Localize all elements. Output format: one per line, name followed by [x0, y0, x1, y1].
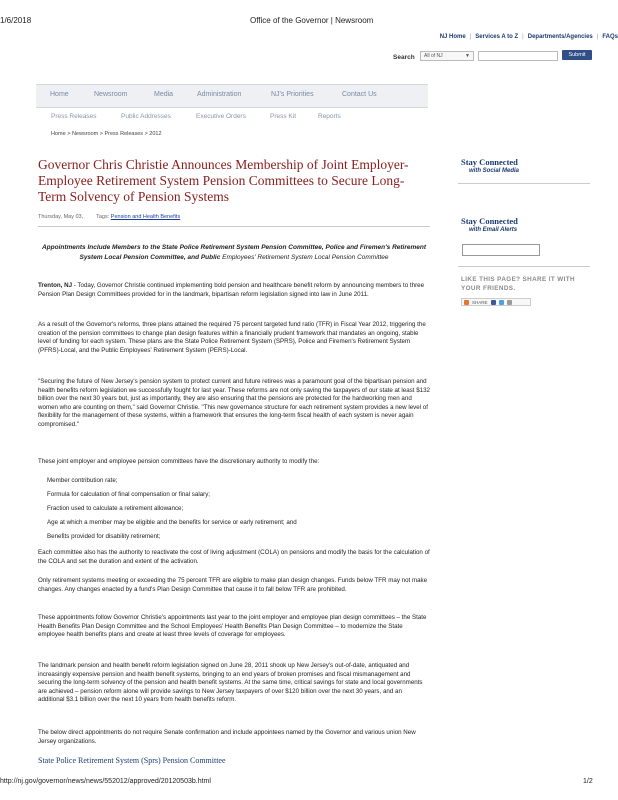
page-number: 1/2: [583, 778, 593, 785]
main-nav-home[interactable]: Home: [50, 91, 69, 98]
article-date: Thursday, May 03,: [38, 214, 84, 220]
sub-nav-press-releases[interactable]: Press Releases: [51, 113, 97, 120]
print-date: 1/6/2018: [0, 16, 32, 25]
paragraph-7: These appointments follow Governor Christie's appointments last year to the joint employer and employee plan design committees – the State Health Benefits Plan Design Committee and the School Employees' Health Benefits Plan Design Committee – to modernize the State employee health benefits plans and create at least three levels of coverage for employees.: [38, 614, 427, 639]
search-input[interactable]: [478, 51, 558, 61]
share-prompt: LIKE THIS PAGE? SHARE IT WITH YOUR FRIENDS.: [461, 276, 575, 292]
facebook-icon: [491, 300, 496, 305]
email-icon: [507, 300, 512, 305]
list-item: Member contribution rate;: [47, 477, 118, 484]
footer-url[interactable]: http://nj.gov/governor/news/news/552012/approved/20120503b.html: [0, 778, 211, 785]
main-nav-media[interactable]: Media: [154, 91, 174, 98]
search-submit-button[interactable]: Submit: [562, 50, 592, 60]
list-item: Age at which a member may be eligible and the benefits for service or early retirement; and: [47, 519, 297, 526]
breadcrumb[interactable]: Home > Newsroom > Press Releases > 2012: [51, 131, 162, 137]
paragraph-1: [38, 282, 430, 299]
paragraph-5: Each committee also has the authority to reactivate the cost of living adjustment (COLA) on pensions and modify the basis for the calculation of the COLA and set the duration and extent of the activation.: [38, 549, 430, 565]
article-meta: [38, 214, 180, 220]
divider: [38, 226, 430, 227]
article-subhead: [38, 243, 430, 263]
paragraph-3: "Securing the future of New Jersey's pension system to protect current and future retirees was a paramount goal of the bipartisan pension and health benefits reform legislation we successfully fought for last year. These reforms are not only saving the taxpayers of our state at least $132 billion over the next 30 years but, just as importantly, they are also ensuring that the pensions are protected for the hardworking men and women who are counting on them," said Governor Christie. "This new governance structure for each retirement system provides a new level of flexibility for the management of these systems, within a framework that ensures the long-term fiscal health of each system is never again compromised.": [38, 378, 430, 428]
tags-label: Tags:: [96, 214, 110, 220]
share-button[interactable]: [461, 298, 531, 306]
sub-nav-executive-orders[interactable]: Executive Orders: [196, 113, 246, 120]
sidebar-divider: [458, 183, 590, 184]
social-heading: Stay Connected: [461, 157, 518, 167]
search-scope-select[interactable]: [420, 51, 474, 61]
sub-nav-press-kit[interactable]: Press Kit: [270, 113, 297, 120]
chevron-down-icon: ▼: [465, 53, 470, 59]
search-label: Search: [393, 54, 415, 61]
dateline: Trenton, NJ: [38, 282, 73, 289]
paragraph-6: Only retirement systems meeting or exceeding the 75 percent TFR are eligible to make plan design changes. Funds below TFR may not make changes. Any changes enacted by a fund's Plan Design Committee that cause it to fall below TFR are prohibited.: [38, 577, 428, 593]
sidebar-divider: [458, 266, 590, 267]
top-nav-faqs[interactable]: FAQs: [602, 34, 618, 40]
paragraph-2: As a result of the Governor's reforms, three plans attained the required 75 percent targeted fund ratio (TFR) in Fiscal Year 2012, triggering the creation of the pension committees to change plan design features within a financially prudent framework that mandates an ongoing, stable level of funding for each system. These plans are the State Police Retirement System (SPRS), Police and Firemen's Retirement System (PFRS)-Local, and the Public Employees' Retirement System (PERS)-Local.: [38, 321, 426, 354]
share-icon: [464, 300, 469, 305]
tag-link[interactable]: Pension and Health Benefits: [110, 214, 181, 220]
subhead-tail: Employees' Retirement System Local Pension Committee: [222, 254, 389, 261]
main-nav-administration[interactable]: Administration: [197, 91, 242, 98]
top-nav-services[interactable]: Services A to Z: [475, 34, 519, 40]
top-nav-departments[interactable]: Departments/Agencies: [527, 34, 593, 40]
paragraph-4: These joint employer and employee pension committees have the discretionary authority to modify the:: [38, 458, 320, 465]
search-scope-value: All of NJ: [424, 53, 443, 59]
paragraph-1-text: - Today, Governor Christie continued implementing bold pension and healthcare benefit reform by announcing members to three Pension Plan Design Committees provided for in the landmark, bipartisan reform legislation signed into law in June 2011.: [38, 282, 425, 298]
main-nav-priorities[interactable]: NJ's Priorities: [271, 91, 314, 98]
paragraph-8: The landmark pension and health benefit reform legislation signed on June 28, 2011 shook up New Jersey's out-of-date, antiquated and increasingly expensive pension and health benefit systems, bringing to an end years of broken promises and fiscal mismanagement and securing the long-term solvency of the pension and health benefit systems. At the same time, critical savings for state and local governments are achieved – pension reform alone will provide savings to New Jersey taxpayers of over $120 billion over the next 30 years, and an additional $3.1 billion over the next 10 years from health benefits reform.: [38, 662, 423, 704]
social-subheading[interactable]: with Social Media: [469, 168, 520, 174]
top-nav: NJ Home | Services A to Z | Departments/Agencies | FAQs: [439, 34, 618, 40]
paragraph-9: The below direct appointments do not require Senate confirmation and include appointees named by the Governor and various union New Jersey organizations.: [38, 729, 416, 745]
main-nav-newsroom[interactable]: Newsroom: [94, 91, 128, 98]
list-item: Fraction used to calculate a retirement allowance;: [47, 505, 184, 512]
top-nav-nj-home[interactable]: NJ Home: [439, 34, 466, 40]
email-heading: Stay Connected: [461, 216, 518, 226]
sub-nav-public-addresses[interactable]: Public Addresses: [121, 113, 171, 120]
email-input[interactable]: [462, 244, 540, 256]
subhead-bold: Appointments Include Members to the State Police Retirement System Pension Committee, Police and Firemen's Retirement System Local Pension Committee, and Public: [41, 244, 427, 261]
main-nav: [36, 84, 428, 108]
email-subheading[interactable]: with Email Alerts: [469, 227, 518, 233]
list-item: Formula for calculation of final compensation or final salary;: [47, 491, 211, 498]
list-item: Benefits provided for disability retirement;: [47, 533, 161, 540]
print-title: Office of the Governor | Newsroom: [250, 16, 374, 25]
article-title: Governor Chris Christie Announces Membership of Joint Employer-Employee Retirement System Pension Committees to Secure Long-Term Solvency of Pension Systems: [38, 157, 409, 204]
main-nav-contact[interactable]: Contact Us: [342, 91, 377, 98]
share-label: SHARE: [472, 299, 488, 305]
section-heading: State Police Retirement System (Sprs) Pension Committee: [38, 756, 226, 765]
sub-nav-reports[interactable]: Reports: [318, 113, 341, 120]
twitter-icon: [499, 300, 504, 305]
